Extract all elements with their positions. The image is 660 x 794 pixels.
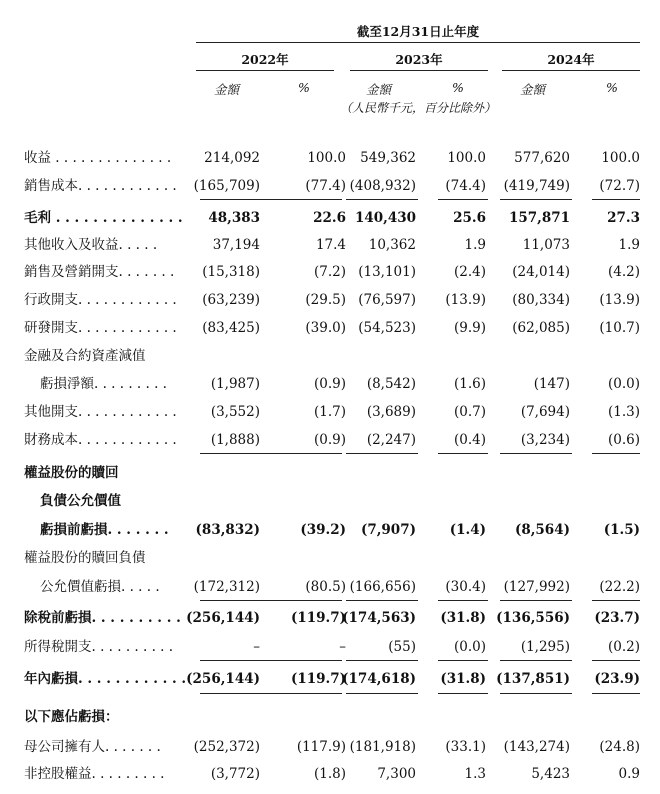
row-label: 負債公允價值 — [40, 493, 121, 509]
subtotal-rule — [346, 453, 418, 454]
subtotal-rule — [346, 199, 418, 200]
subtotal-rule — [592, 660, 640, 661]
value-2024-amount: (1,295) — [520, 639, 570, 655]
value-2022-amount: – — [253, 639, 260, 655]
row-label: 年內虧損. . . . . . . . . . . . — [24, 671, 187, 687]
value-2023-percent: 25.6 — [453, 210, 486, 226]
value-2023-percent: 100.0 — [447, 150, 486, 166]
value-2022-percent: 17.4 — [315, 237, 346, 253]
row-label: 毛利 . . . . . . . . . . . . . . — [24, 210, 183, 226]
subtotal-rule — [592, 453, 640, 454]
total-rule — [300, 693, 342, 694]
value-2024-amount: (419,749) — [503, 178, 570, 194]
value-2023-amount: (76,597) — [358, 292, 416, 308]
table-row — [0, 342, 660, 370]
row-label: 虧損淨額. . . . . . . . . — [40, 376, 167, 392]
row-label: 所得稅開支. . . . . . . . . . — [24, 639, 174, 655]
value-2023-percent: (1.6) — [453, 376, 486, 392]
subtotal-rule — [300, 453, 342, 454]
table-row — [0, 231, 660, 259]
table-row — [0, 172, 660, 200]
value-2023-percent: 1.9 — [464, 237, 486, 253]
row-label: 權益股份的贖回 — [24, 465, 119, 481]
value-2023-amount: (13,101) — [358, 264, 416, 280]
value-2023-amount: (8,542) — [366, 376, 416, 392]
value-2023-amount: (166,656) — [349, 579, 416, 595]
value-2024-percent: (23.7) — [594, 610, 640, 626]
value-2023-percent: (74.4) — [445, 178, 486, 194]
amount-header-2022: 金額 — [214, 82, 240, 97]
value-2023-amount: (181,918) — [349, 739, 416, 755]
table-row — [0, 204, 660, 232]
table-row — [0, 314, 660, 342]
row-label: 權益股份的贖回負債 — [24, 550, 146, 566]
year-header-2024: 2024年 — [547, 52, 595, 67]
subtotal-rule — [438, 199, 488, 200]
value-2023-percent: (9.9) — [453, 320, 486, 336]
subtotal-rule — [300, 199, 342, 200]
value-2023-amount: 140,430 — [354, 210, 416, 226]
row-label: 母公司擁有人. . . . . . . — [24, 739, 161, 755]
value-2024-amount: 577,620 — [514, 150, 570, 166]
value-2022-amount: 214,092 — [204, 150, 260, 166]
amount-header-2024: 金額 — [520, 82, 546, 97]
value-2023-percent: (31.8) — [440, 610, 486, 626]
value-2024-percent: 100.0 — [601, 150, 640, 166]
total-rule — [346, 693, 418, 694]
table-row — [0, 370, 660, 398]
value-2024-amount: (136,556) — [496, 610, 570, 626]
value-2022-amount: (252,372) — [193, 739, 260, 755]
row-label: 其他開支. . . . . . . . . . . . — [24, 404, 177, 420]
percent-header-2023: % — [452, 80, 464, 95]
value-2022-percent: (0.9) — [313, 432, 346, 448]
subtotal-rule — [592, 600, 640, 601]
subtotal-rule — [592, 199, 640, 200]
value-2024-amount: (8,564) — [514, 522, 570, 538]
subtotal-rule — [500, 600, 572, 601]
period-header-rule — [196, 42, 640, 43]
value-2024-amount: 5,423 — [531, 766, 570, 782]
value-2024-amount: (137,851) — [496, 671, 570, 687]
table-row — [0, 633, 660, 661]
value-2022-percent: (39.2) — [300, 522, 346, 538]
table-row — [0, 544, 660, 572]
value-2022-percent: 100.0 — [307, 150, 346, 166]
value-2023-amount: (2,247) — [366, 432, 416, 448]
table-row — [0, 426, 660, 454]
value-2023-amount: (55) — [388, 639, 416, 655]
value-2023-percent: 1.3 — [464, 766, 486, 782]
value-2023-percent: (13.9) — [445, 292, 486, 308]
value-2024-amount: 157,871 — [508, 210, 570, 226]
table-row — [0, 398, 660, 426]
value-2024-amount: (7,694) — [520, 404, 570, 420]
value-2024-amount: (147) — [533, 376, 570, 392]
value-2022-percent: (1.7) — [313, 404, 346, 420]
total-rule — [438, 693, 488, 694]
table-row — [0, 703, 660, 731]
table-row — [0, 459, 660, 487]
value-2022-percent: 22.6 — [313, 210, 346, 226]
value-2023-amount: (7,907) — [360, 522, 416, 538]
value-2022-amount: (165,709) — [193, 178, 260, 194]
value-2022-percent: (119.7) — [290, 671, 346, 687]
value-2022-amount: (3,552) — [210, 404, 260, 420]
value-2024-percent: 1.9 — [618, 237, 640, 253]
value-2023-percent: (2.4) — [453, 264, 486, 280]
row-label: 銷售成本. . . . . . . . . . . . — [24, 178, 177, 194]
row-label: 非控股權益. . . . . . . . . — [24, 766, 165, 782]
value-2023-percent: (31.8) — [440, 671, 486, 687]
value-2022-percent: (39.0) — [305, 320, 346, 336]
value-2024-percent: (23.9) — [594, 671, 640, 687]
percent-header-2022: % — [298, 80, 310, 95]
row-label: 公允價值虧損. . . . . — [40, 579, 160, 595]
table-row — [0, 665, 660, 693]
value-2024-percent: (0.6) — [607, 432, 640, 448]
value-2024-amount: (143,274) — [503, 739, 570, 755]
value-2023-amount: 7,300 — [377, 766, 416, 782]
value-2023-percent: (33.1) — [445, 739, 486, 755]
unit-note: （人民幣千元，百分比除外） — [339, 101, 496, 115]
row-label: 研發開支. . . . . . . . . . . . — [24, 320, 177, 336]
value-2022-percent: (29.5) — [305, 292, 346, 308]
value-2024-amount: (80,334) — [512, 292, 570, 308]
value-2022-amount: (1,888) — [210, 432, 260, 448]
table-row — [0, 286, 660, 314]
row-label: 收益 . . . . . . . . . . . . . . — [24, 150, 172, 166]
value-2022-amount: 48,383 — [208, 210, 260, 226]
value-2023-amount: 10,362 — [368, 237, 416, 253]
value-2023-percent: (0.4) — [453, 432, 486, 448]
row-label: 虧損前虧損. . . . . . . — [40, 522, 169, 538]
subtotal-rule — [438, 660, 488, 661]
year-header-2022: 2022年 — [241, 52, 289, 67]
subtotal-rule — [346, 600, 418, 601]
value-2024-percent: (10.7) — [599, 320, 640, 336]
value-2023-percent: (30.4) — [445, 579, 486, 595]
value-2024-percent: (72.7) — [599, 178, 640, 194]
subtotal-rule — [300, 600, 342, 601]
subtotal-rule — [300, 660, 342, 661]
value-2024-percent: (1.5) — [603, 522, 640, 538]
value-2023-amount: (174,618) — [342, 671, 416, 687]
value-2022-amount: (15,318) — [202, 264, 260, 280]
year-header-2023: 2023年 — [395, 52, 443, 67]
value-2023-percent: (1.4) — [449, 522, 486, 538]
table-row — [0, 487, 660, 515]
value-2024-amount: (127,992) — [503, 579, 570, 595]
row-label: 行政開支. . . . . . . . . . . . — [24, 292, 177, 308]
value-2024-percent: (0.2) — [607, 639, 640, 655]
value-2023-amount: (54,523) — [358, 320, 416, 336]
value-2022-amount: (3,772) — [210, 766, 260, 782]
value-2022-amount: (256,144) — [186, 610, 260, 626]
subtotal-rule — [500, 660, 572, 661]
value-2024-percent: 0.9 — [618, 766, 640, 782]
table-row — [0, 573, 660, 601]
row-label: 以下應佔虧損： — [24, 709, 119, 725]
value-2023-amount: (408,932) — [349, 178, 416, 194]
table-row — [0, 604, 660, 632]
value-2022-amount: (256,144) — [186, 671, 260, 687]
value-2022-percent: (77.4) — [305, 178, 346, 194]
value-2024-percent: (1.3) — [607, 404, 640, 420]
total-rule — [500, 693, 572, 694]
table-row — [0, 733, 660, 761]
value-2022-percent: – — [339, 639, 346, 655]
subtotal-rule — [500, 199, 572, 200]
year-rule-2022 — [196, 70, 334, 71]
value-2022-amount: 37,194 — [212, 237, 260, 253]
value-2023-amount: (174,563) — [342, 610, 416, 626]
value-2024-amount: (62,085) — [512, 320, 570, 336]
value-2023-amount: 549,362 — [360, 150, 416, 166]
value-2024-percent: (13.9) — [599, 292, 640, 308]
value-2024-percent: 27.3 — [607, 210, 640, 226]
row-label: 其他收入及收益. . . . . — [24, 237, 158, 253]
value-2022-percent: (119.7) — [290, 610, 346, 626]
row-label: 除稅前虧損. . . . . . . . . . — [24, 610, 181, 626]
value-2022-amount: (83,832) — [195, 522, 260, 538]
value-2022-amount: (83,425) — [202, 320, 260, 336]
year-rule-2024 — [502, 70, 640, 71]
value-2024-amount: 11,073 — [522, 237, 570, 253]
value-2023-percent: (0.0) — [453, 639, 486, 655]
total-rule — [592, 693, 640, 694]
value-2024-percent: (4.2) — [607, 264, 640, 280]
percent-header-2024: % — [606, 80, 618, 95]
table-row — [0, 760, 660, 788]
row-label: 金融及合約資產減值 — [24, 348, 146, 364]
row-label: 銷售及營銷開支. . . . . . . — [24, 264, 175, 280]
subtotal-rule — [500, 453, 572, 454]
table-row — [0, 516, 660, 544]
value-2022-percent: (80.5) — [305, 579, 346, 595]
value-2022-amount: (1,987) — [210, 376, 260, 392]
value-2022-percent: (1.8) — [313, 766, 346, 782]
value-2023-amount: (3,689) — [366, 404, 416, 420]
value-2023-percent: (0.7) — [453, 404, 486, 420]
value-2022-percent: (117.9) — [296, 739, 346, 755]
value-2022-amount: (172,312) — [193, 579, 260, 595]
year-rule-2023 — [350, 70, 488, 71]
amount-header-2023: 金額 — [366, 82, 392, 97]
value-2024-percent: (0.0) — [607, 376, 640, 392]
table-row — [0, 144, 660, 172]
subtotal-rule — [438, 453, 488, 454]
value-2022-percent: (7.2) — [313, 264, 346, 280]
value-2024-amount: (3,234) — [520, 432, 570, 448]
period-header: 截至12月31日止年度 — [356, 24, 480, 39]
table-row — [0, 258, 660, 286]
value-2024-percent: (24.8) — [599, 739, 640, 755]
value-2022-percent: (0.9) — [313, 376, 346, 392]
value-2024-percent: (22.2) — [599, 579, 640, 595]
value-2024-amount: (24,014) — [512, 264, 570, 280]
row-label: 財務成本. . . . . . . . . . . . — [24, 432, 177, 448]
value-2022-amount: (63,239) — [202, 292, 260, 308]
subtotal-rule — [438, 600, 488, 601]
subtotal-rule — [346, 660, 418, 661]
